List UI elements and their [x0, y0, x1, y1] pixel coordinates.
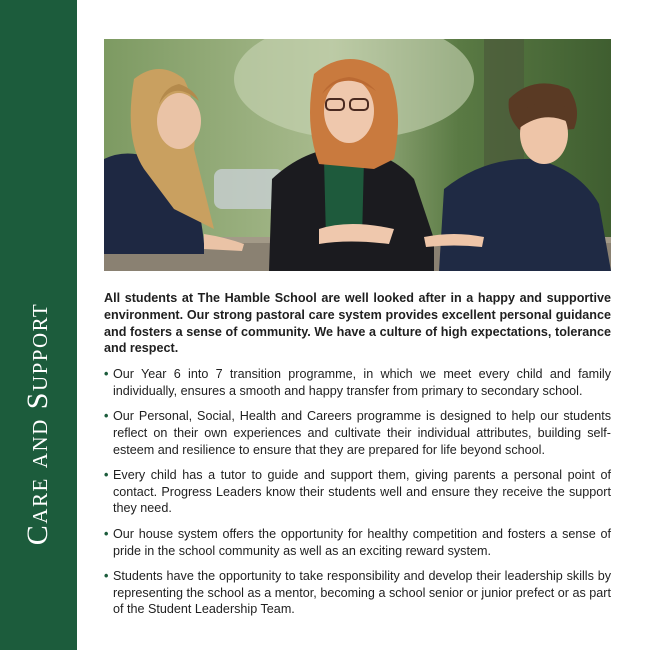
bullet-text: Every child has a tutor to guide and support them, giving parents a personal point of contact. Progress Leaders know their students well and ensure they receive the support they need. — [113, 468, 611, 516]
hero-photo — [104, 39, 611, 271]
bullet-dot-icon: • — [104, 409, 109, 424]
bullet-text: Our house system offers the opportunity for healthy competition and fosters a sense of pride in the school community as well as an exciting reward system. — [113, 526, 611, 558]
bullet-item — [104, 526, 611, 559]
photo-illustration — [104, 39, 611, 271]
bullet-item — [104, 568, 611, 618]
intro-paragraph: All students at The Hamble School are well looked after in a happy and supportive environment. Our strong pastoral care system provides excellent personal guidance and fosters a sense of community. We have a culture of high expectations, tolerance and respect. — [104, 291, 611, 356]
bullet-dot-icon: • — [104, 569, 109, 584]
bullet-text: Students have the opportunity to take responsibility and develop their leadership skills by representing the school as a mentor, becoming a school senior or junior prefect or as part of the Student Leadership Team. — [113, 569, 611, 617]
sidebar-title: Care and Support — [21, 302, 54, 546]
bullet-item — [104, 366, 611, 399]
bullet-text: Our Year 6 into 7 transition programme, in which we meet every child and family individually, ensures a smooth and happy transfer from primary to secondary school. — [113, 367, 611, 398]
sidebar-band — [0, 0, 77, 650]
bullet-dot-icon: • — [104, 367, 109, 382]
bullet-text: Our Personal, Social, Health and Careers programme is designed to help our students reflect on their own experiences and cultivate their individual attributes, building self-esteem and resilience to ensure that they are prepared for life beyond school. — [113, 409, 611, 457]
bullet-item — [104, 408, 611, 458]
bullet-item — [104, 467, 611, 517]
bullet-dot-icon: • — [104, 526, 109, 541]
bullet-dot-icon: • — [104, 468, 109, 483]
bullet-list — [104, 366, 611, 618]
content-area — [104, 290, 611, 627]
